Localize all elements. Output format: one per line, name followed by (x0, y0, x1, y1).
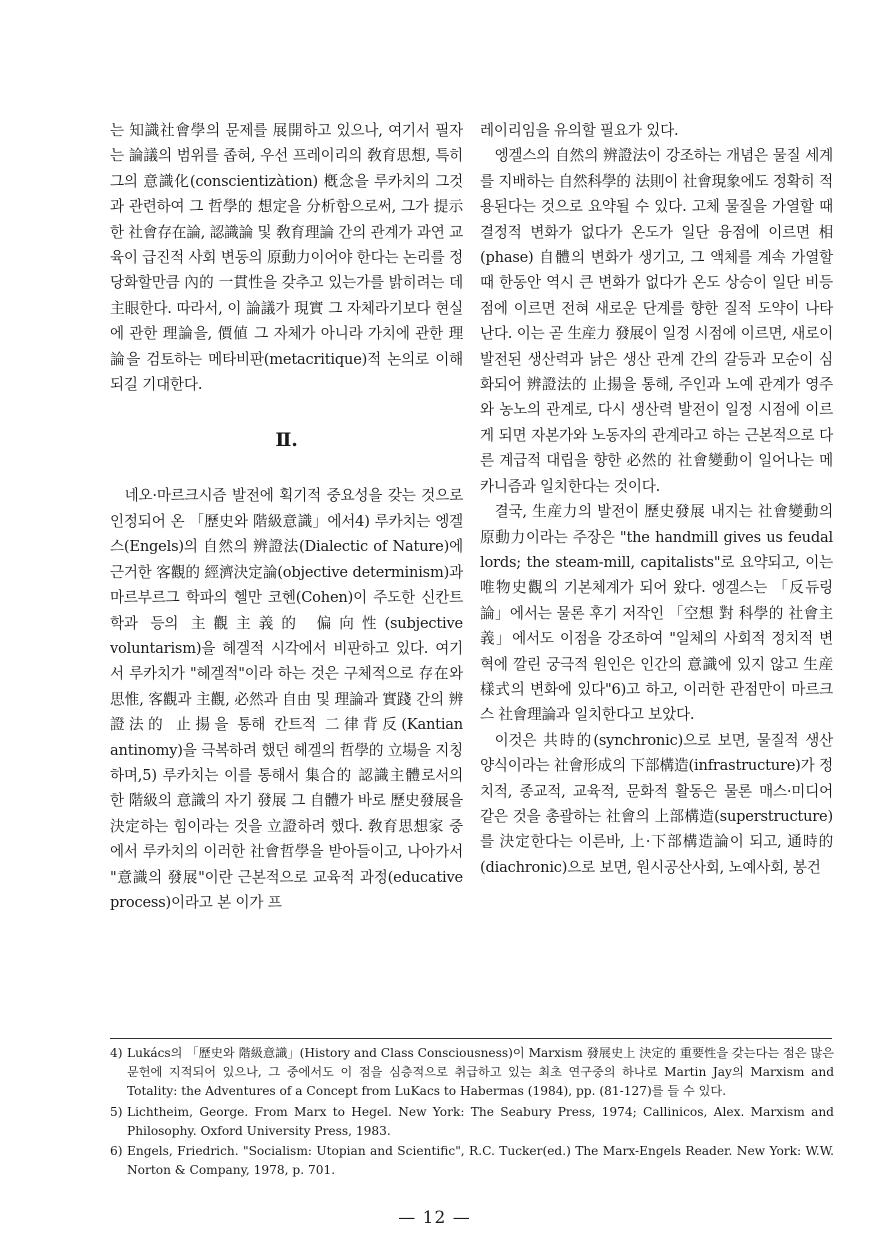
page-number: — 12 — (398, 1208, 471, 1228)
footnote-divider (110, 1038, 832, 1039)
footnote-number: 4) (110, 1046, 123, 1060)
footnote-text: Lukács의 「歷史와 階級意識」(History and Class Consciousness)이 Marxism 發展史上 決定的 重要性을 갖는다는 점은 많은 문헌에 지적되어 있으나, 그 중에서도 이 점을 심층적으로 취급하고 있는 최초 연구중의 하나로 Martin Jay의 Marxism and Totality: the Adventures of a Concept from LuKacs to Habermas (1984), pp. (81-127)를 들 수 있다. (127, 1046, 834, 1099)
footnote-item (110, 1044, 834, 1102)
footnote-text: Lichtheim, George. From Marx to Hegel. New York: The Seabury Press, 1974; Callinicos, Alex. Marxism and Philosophy. Oxford University Press, 1983. (127, 1104, 834, 1138)
footnote-number: 5) (110, 1104, 123, 1119)
footnote-item (110, 1103, 834, 1141)
section-heading: Ⅱ. (275, 429, 298, 452)
footnotes (110, 1044, 834, 1181)
body-paragraph: 이것은 共時的(synchronic)으로 보면, 물질적 생산 양식이라는 社會形成의 下部構造(infrastructure)가 정치적, 종교적, 교육적, 문화적 활동은 물론 매스·미디어 같은 것을 총괄하는 社會의 上部構造(superstructure)를 決定한다는 이른바, 上·下部構造論이 되고, 通時的(diachronic)으로 보면, 원시공산사회, 노예사회, 봉건 (480, 731, 833, 876)
footnote-item (110, 1142, 834, 1180)
footnote-text: Engels, Friedrich. "Socialism: Utopian and Scientific", R.C. Tucker(ed.) The Marx-Engels Reader. New York: W.W. Norton & Company, 1978, p. 701. (127, 1144, 834, 1178)
body-paragraph: 결국, 生産力의 발전이 歷史發展 내지는 社會變動의 原動力이라는 주장은 "the handmill gives us feudal lords; the steam-mill, capitalists"로 요약되고, 이는 唯物史觀의 기본체계가 되어 왔다. 엥겔스는 「反듀링論」에서는 물론 후기 저작인 「空想 對 科學的 社會主義」에서도 이점을 강조하여 "일체의 사회적 정치적 변혁에 깔린 궁극적 원인은 인간의 意識에 있지 않고 生産樣式의 변화에 있다"6)고 하고, 이러한 관점만이 마르크스 社會理論과 일치한다고 보았다. (480, 503, 833, 724)
footnote-number: 6) (110, 1144, 123, 1159)
left-column (110, 118, 463, 915)
body-paragraph: 레이리임을 유의할 필요가 있다. (480, 122, 679, 139)
body-paragraph: 는 知識社會學의 문제를 展開하고 있으나, 여기서 필자는 論議의 범위를 좁혀, 우선 프레이리의 敎育思想, 특히 그의 意識化(conscientizàtion) 槪念을 루카치의 그것과 관련하여 그 哲學的 想定을 分析함으로써, 그가 提示한 社會存在論, 認識論 및 敎育理論 간의 관계가 과연 교육이 급진적 사회 변동의 原動力이어야 한다는 논리를 정당화할만큼 內的 一貫性을 갖추고 있는가를 밝히려는 데 主眼한다. 따라서, 이 論議가 現實 그 자체라기보다 현실에 관한 理論을, 價値 그 자체가 아니라 가치에 관한 理論을 검토하는 메타비판(metacritique)적 논의로 이해되길 기대한다. (110, 122, 463, 394)
body-paragraph: 네오·마르크시즘 발전에 획기적 중요성을 갖는 것으로 인정되어 온 「歷史와 階級意識」에서4) 루카치는 엥겔스(Engels)의 自然의 辨證法(Dialectic of Nature)에 근거한 客觀的 經濟決定論(objective determinism)과 마르부르그 학파의 헬만 코헨(Cohen)이 주도한 신칸트학과 등의 主觀主義的 偏向性(subjective voluntarism)을 헤겔적 시각에서 비판하고 있다. 여기서 루카치가 "헤겔적"이라 하는 것은 구체적으로 存在와 思惟, 客觀과 主觀, 必然과 自由 및 理論과 實踐 간의 辨證法的 止揚을 통해 칸트적 二律背反(Kantian antinomy)을 극복하려 했던 헤겔의 哲學的 立場을 지칭하며,5) 루카치는 이를 통해서 集合的 認識主體로서의 한 階級의 意識의 자기 發展 그 自體가 바로 歷史發展을 決定하는 힘이라는 것을 立證하려 했다. 敎育思想家 중에서 루카치의 이러한 社會哲學을 받아들이고, 나아가서 "意識의 發展"이란 근본적으로 교육적 과정(educative process)이라고 본 이가 프 (110, 487, 463, 911)
body-paragraph: 엥겔스의 自然의 辨證法이 강조하는 개념은 물질 세계를 지배하는 自然科學的 法則이 社會現象에도 정확히 적용된다는 것으로 요약될 수 있다. 고체 물질을 가열할 때 결정적 변화가 없다가 온도가 일단 융점에 이르면 相(phase) 自體의 변화가 생기고, 그 액체를 계속 가열할 때 한동안 역시 큰 변화가 없다가 온도 상승이 일단 비등점에 이르면 전혀 새로운 단계를 향한 질적 도약이 나타난다. 이는 곧 生産力 發展이 일정 시점에 이르면, 새로이 발전된 생산력과 낡은 생산 관계 간의 갈등과 모순이 심화되어 辨證法的 止揚을 통해, 주인과 노예 관계가 영주와 농노의 관계로, 다시 생산력 발전이 일정 시점에 이르게 되면 자본가와 노동자의 관계라고 하는 근본적으로 다른 계급적 대립을 향한 必然的 社會變動이 일어나는 메카니즘과 일치한다는 것이다. (480, 147, 833, 495)
right-column (480, 118, 833, 880)
